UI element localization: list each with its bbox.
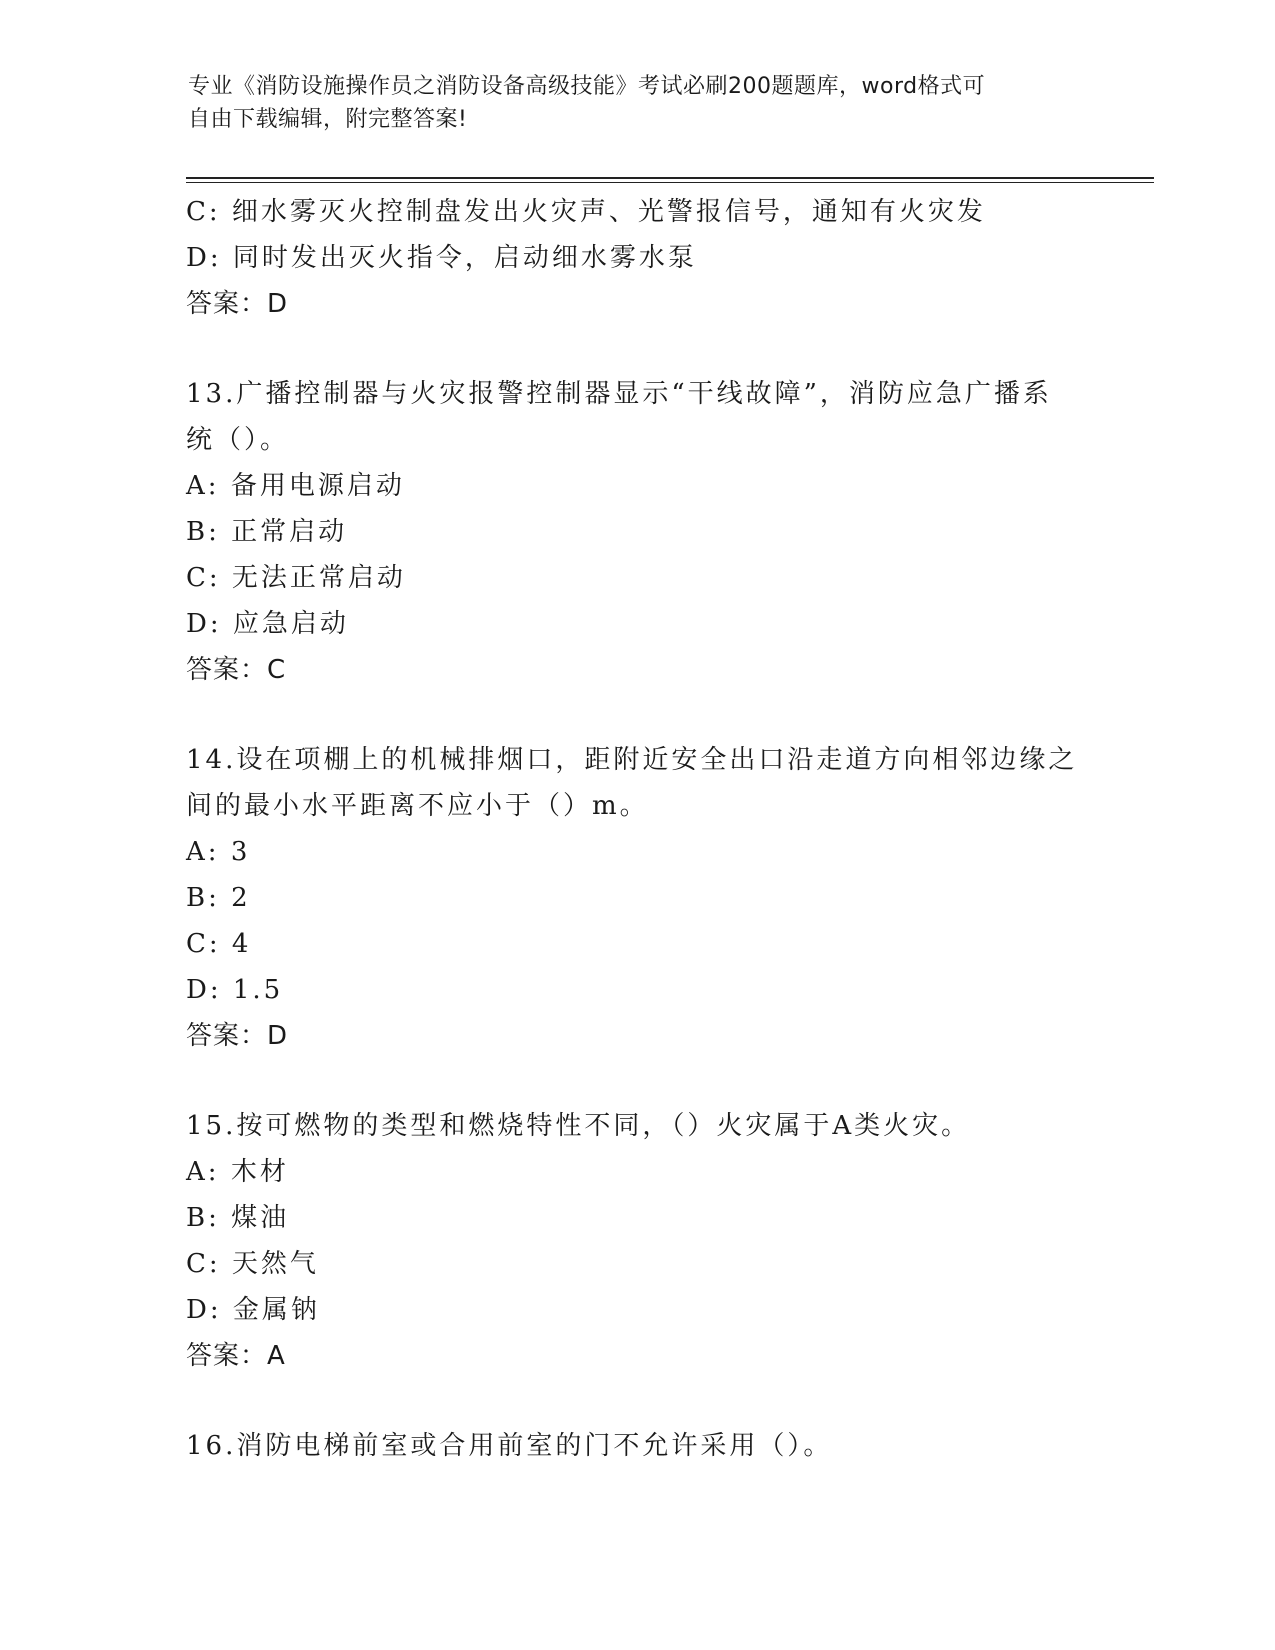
option-label: A: [186,837,220,867]
option-text: 无法正常启动 [231,563,406,593]
question-stem-line: 14.设在项棚上的机械排烟口，距附近安全出口沿走道方向相邻边缘之 [186,745,1078,775]
option-label: B: [186,1203,220,1233]
option-text: 备用电源启动 [230,471,405,501]
document-header [188,70,1088,136]
option-text: 应急启动 [232,609,349,639]
answer-line: 答案：A [186,1341,286,1371]
option-label: D: [186,609,222,639]
header-line-2: 自由下载编辑，附完整答案! [188,107,468,132]
question-stem-line: 统（）。 [186,425,290,455]
option-b [186,875,1086,921]
option-text: 木材 [230,1157,289,1187]
option-label: C: [186,929,221,959]
option-a [186,463,1086,509]
option-b [186,509,1086,555]
question-16 [186,1423,1086,1469]
option-label: B: [186,883,220,913]
option-c [186,1241,1086,1287]
option-text: 同时发出灭火指令，启动细水雾水泵 [232,243,697,273]
question-15 [186,1103,1086,1379]
option-text: 3 [230,837,251,867]
option-label: A: [186,1157,220,1187]
option-label: D: [186,975,222,1005]
option-text: 2 [231,883,251,913]
option-text: 正常启动 [231,517,348,547]
option-label: D: [186,1295,222,1325]
option-label: C: [186,197,221,227]
header-divider [186,177,1154,183]
option-d [186,601,1086,647]
answer-line: 答案：C [186,655,287,685]
option-d [186,1287,1086,1333]
option-text: 细水雾灭火控制盘发出火灾声、光警报信号，通知有火灾发 [231,197,986,227]
option-a [186,829,1086,875]
option-text: 金属钠 [232,1295,320,1325]
option-label: D: [186,243,222,273]
option-label: B: [186,517,220,547]
option-text: 煤油 [231,1203,290,1233]
option-c [186,189,1086,235]
option-a [186,1149,1086,1195]
answer-line: 答案：D [186,289,289,319]
option-c [186,555,1086,601]
document-body [186,189,1086,1469]
option-label: C: [186,563,221,593]
option-c [186,921,1086,967]
option-label: A: [186,471,220,501]
question-stem-line: 13.广播控制器与火灾报警控制器显示“干线故障”，消防应急广播系 [186,379,1052,409]
partial-question-12 [186,189,1086,327]
question-stem-line: 15.按可燃物的类型和燃烧特性不同，（）火灾属于A类火灾。 [186,1111,971,1141]
option-text: 4 [231,929,252,959]
header-line-1: 专业《消防设施操作员之消防设备高级技能》考试必刷200题题库，word格式可 [188,74,986,99]
question-14 [186,737,1086,1059]
option-text: 1.5 [232,975,284,1005]
question-13 [186,371,1086,693]
option-d [186,967,1086,1013]
question-stem-line: 间的最小水平距离不应小于（）m。 [186,791,649,821]
question-stem-line: 16.消防电梯前室或合用前室的门不允许采用（）。 [186,1431,833,1461]
option-text: 天然气 [231,1249,319,1279]
option-b [186,1195,1086,1241]
option-label: C: [186,1249,221,1279]
option-d [186,235,1086,281]
answer-line: 答案：D [186,1021,289,1051]
